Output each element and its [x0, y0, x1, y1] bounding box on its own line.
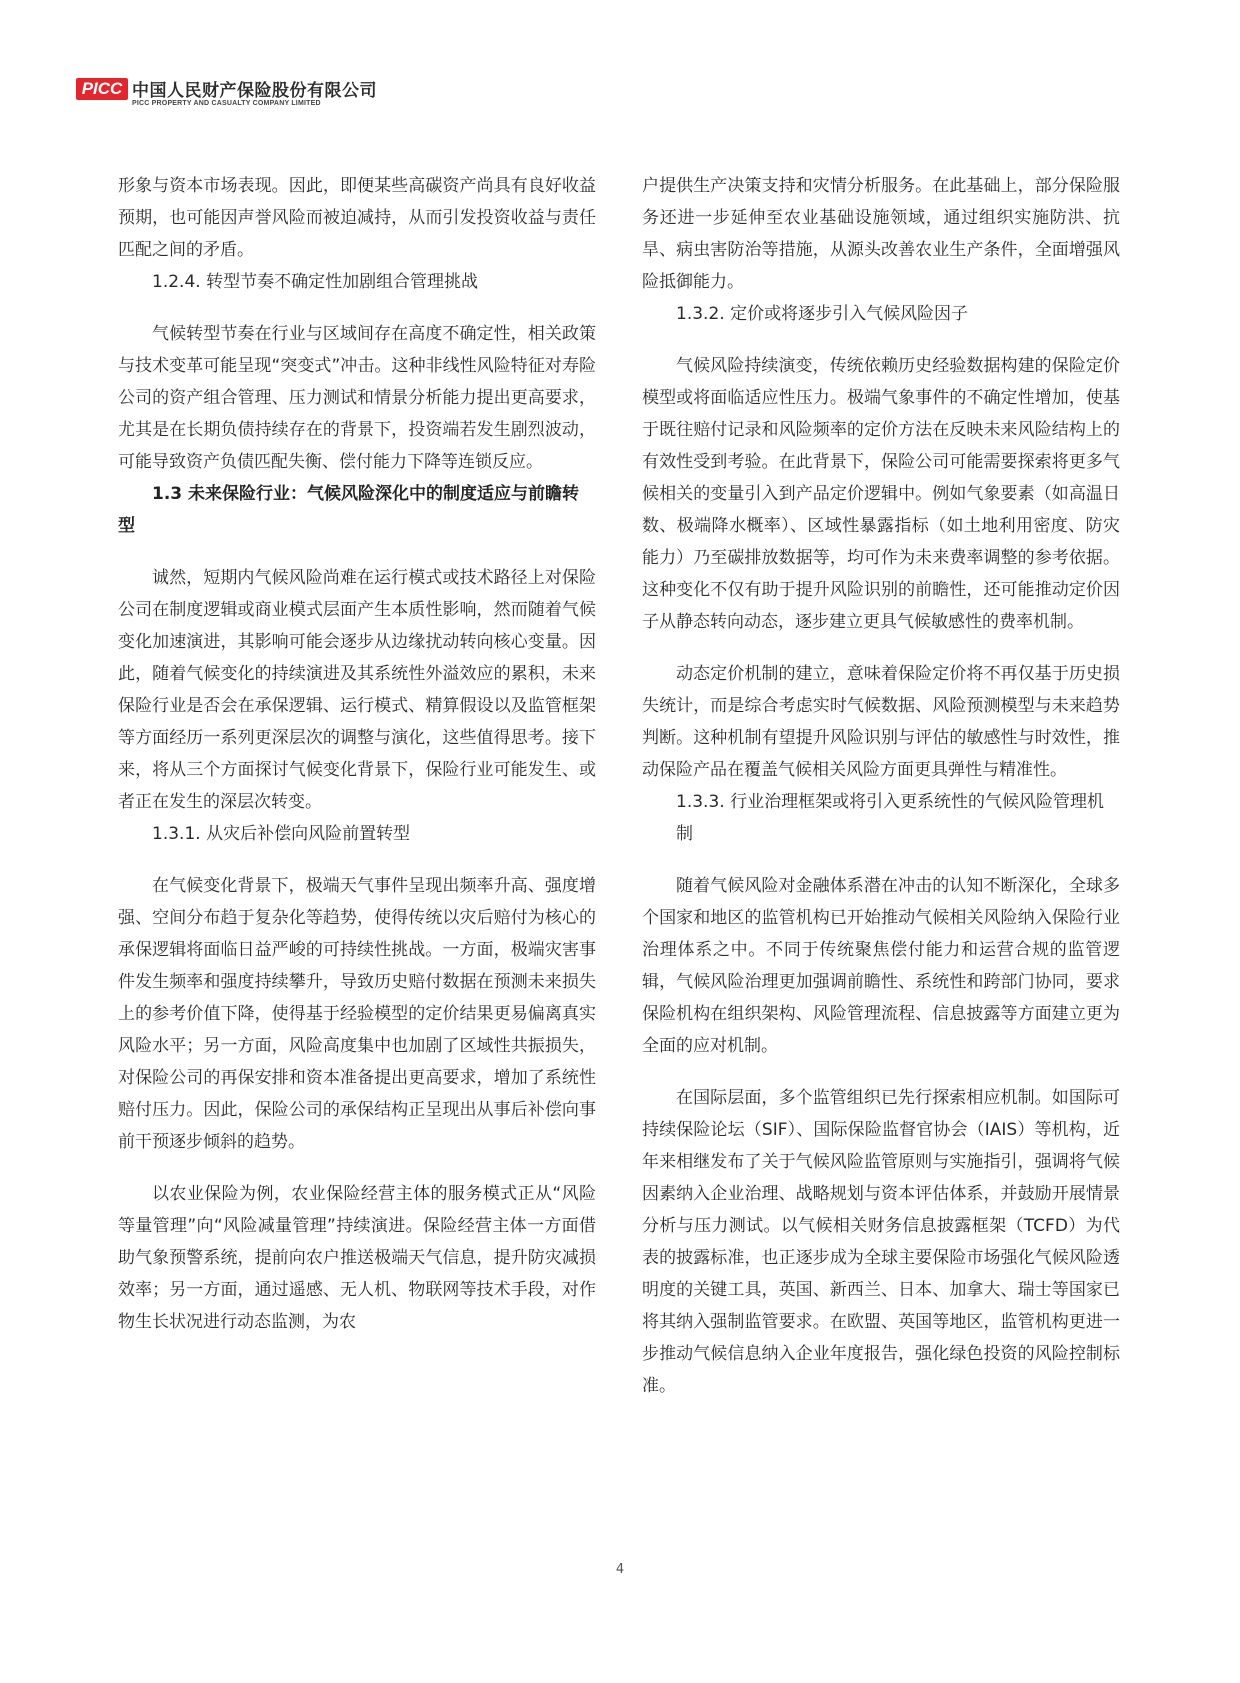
right-column — [642, 170, 1120, 1402]
paragraph: 形象与资本市场表现。因此，即便某些高碳资产尚具有良好收益预期，也可能因声誉风险而被迫减持，从而引发投资收益与责任匹配之间的矛盾。 — [118, 176, 596, 260]
paragraph: 在气候变化背景下，极端天气事件呈现出频率升高、强度增强、空间分布趋于复杂化等趋势，使得传统以灾后赔付为核心的承保逻辑将面临日益严峻的可持续性挑战。一方面，极端灾害事件发生频率和强度持续攀升，导致历史赔付数据在预测未来损失上的参考价值下降，使得基于经验模型的定价结果更易偏离真实风险水平；另一方面，风险高度集中也加剧了区域性共振损失，对保险公司的再保安排和资本准备提出更高要求，增加了系统性赔付压力。因此，保险公司的承保结构正呈现出从事后补偿向事前干预逐步倾斜的趋势。 — [118, 876, 596, 1152]
paragraph: 诚然，短期内气候风险尚难在运行模式或技术路径上对保险公司在制度逻辑或商业模式层面产生本质性影响，然而随着气候变化加速演进，其影响可能会逐步从边缘扰动转向核心变量。因此，随着气候变化的持续演进及其系统性外溢效应的累积，未来保险行业是否会在承保逻辑、运行模式、精算假设以及监管框架等方面经历一系列更深层次的调整与演化，这些值得思考。接下来，将从三个方面探讨气候变化背景下，保险行业可能发生、或者正在发生的深层次转变。 — [118, 568, 596, 812]
section-heading-1-2-4: 1.2.4. 转型节奏不确定性加剧组合管理挑战 — [152, 272, 479, 292]
paragraph: 气候风险持续演变，传统依赖历史经验数据构建的保险定价模型或将面临适应性压力。极端气象事件的不确定性增加，使基于既往赔付记录和风险频率的定价方法在反映未来风险结构上的有效性受到考验。在此背景下，保险公司可能需要探索将更多气候相关的变量引入到产品定价逻辑中。例如气象要素（如高温日数、极端降水概率）、区域性暴露指标（如土地利用密度、防灾能力）乃至碳排放数据等，均可作为未来费率调整的参考依据。这种变化不仅有助于提升风险识别的前瞻性，还可能推动定价因子从静态转向动态，逐步建立更具气候敏感性的费率机制。 — [642, 356, 1120, 632]
section-heading-1-3: 1.3 未来保险行业：气候风险深化中的制度适应与前瞻转型 — [118, 484, 580, 536]
section-heading-1-3-1: 1.3.1. 从灾后补偿向风险前置转型 — [152, 824, 411, 844]
paragraph: 随着气候风险对金融体系潜在冲击的认知不断深化，全球多个国家和地区的监管机构已开始推动气候相关风险纳入保险行业治理体系之中。不同于传统聚焦偿付能力和运营合规的监管逻辑，气候风险治理更加强调前瞻性、系统性和跨部门协同，要求保险机构在组织架构、风险管理流程、信息披露等方面建立更为全面的应对机制。 — [642, 876, 1120, 1056]
paragraph: 在国际层面，多个监管组织已先行探索相应机制。如国际可持续保险论坛（SIF）、国际保险监督官协会（IAIS）等机构，近年来相继发布了关于气候风险监管原则与实施指引，强调将气候因素纳入企业治理、战略规划与资本评估体系，并鼓励开展情景分析与压力测试。以气候相关财务信息披露框架（TCFD）为代表的披露标准，也正逐步成为全球主要保险市场强化气候风险透明度的关键工具，英国、新西兰、日本、加拿大、瑞士等国家已将其纳入强制监管要求。在欧盟、英国等地区，监管机构更进一步推动气候信息纳入企业年度报告，强化绿色投资的风险控制标准。 — [642, 1088, 1120, 1396]
company-name-cn: 中国人民财产保险股份有限公司 — [132, 81, 377, 101]
company-name-en: PICC PROPERTY AND CASUALTY COMPANY LIMITED — [132, 100, 321, 107]
paragraph: 户提供生产决策支持和灾情分析服务。在此基础上，部分保险服务还进一步延伸至农业基础设施领域，通过组织实施防洪、抗旱、病虫害防治等措施，从源头改善农业生产条件，全面增强风险抵御能力。 — [642, 176, 1120, 292]
section-heading-1-3-2: 1.3.2. 定价或将逐步引入气候风险因子 — [676, 304, 969, 324]
picc-logo-icon: PICC — [76, 78, 128, 100]
paragraph: 气候转型节奏在行业与区域间存在高度不确定性，相关政策与技术变革可能呈现“突变式”冲击。这种非线性风险特征对寿险公司的资产组合管理、压力测试和情景分析能力提出更高要求，尤其是在长期负债持续存在的背景下，投资端若发生剧烈波动，可能导致资产负债匹配失衡、偿付能力下降等连锁反应。 — [118, 324, 596, 472]
page-number: 4 — [615, 1562, 625, 1577]
left-column — [118, 170, 596, 1338]
paragraph: 以农业保险为例，农业保险经营主体的服务模式正从“风险等量管理”向“风险减量管理”持续演进。保险经营主体一方面借助气象预警系统，提前向农户推送极端天气信息，提升防灾减损效率；另一方面，通过遥感、无人机、物联网等技术手段，对作物生长状况进行动态监测，为农 — [118, 1184, 596, 1332]
paragraph: 动态定价机制的建立，意味着保险定价将不再仅基于历史损失统计，而是综合考虑实时气候数据、风险预测模型与未来趋势判断。这种机制有望提升风险识别与评估的敏感性与时效性，推动保险产品在覆盖气候相关风险方面更具弹性与精准性。 — [642, 664, 1120, 780]
section-heading-1-3-3: 1.3.3. 行业治理框架或将引入更系统性的气候风险管理机制 — [676, 792, 1105, 844]
